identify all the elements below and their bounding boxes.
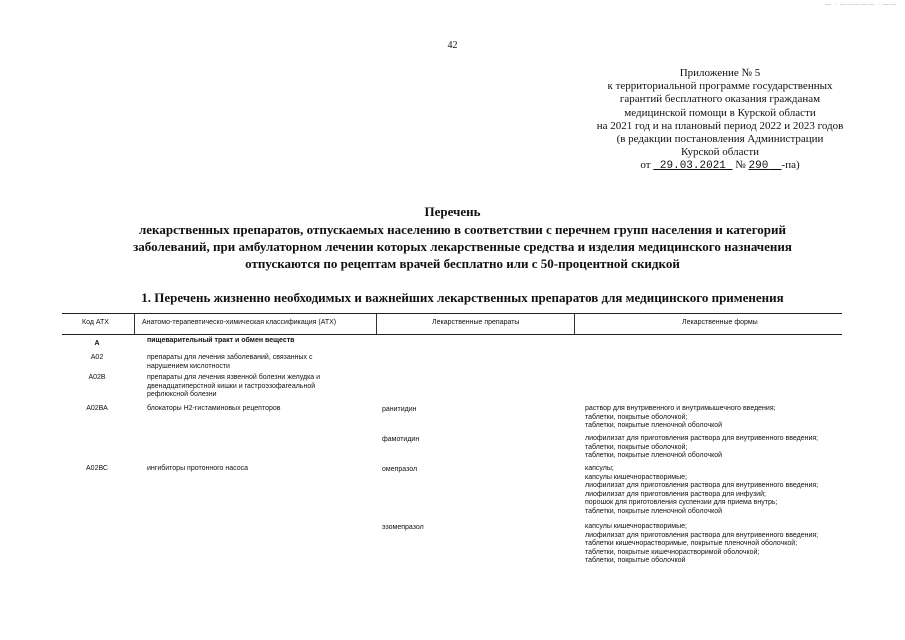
- dosage-form: порошок для приготовления суспензии для приема внутрь;: [585, 499, 778, 507]
- dosage-form: таблетки, покрытые пленочной оболочкой: [585, 452, 723, 460]
- drug-name: омепразол: [382, 466, 418, 473]
- document-title: Перечень: [424, 204, 481, 219]
- column-divider: [376, 314, 377, 334]
- atc-classification: двенадцатиперстной кишки и гастроэзофагеальной: [147, 382, 316, 390]
- header-classification: Анатомо-терапевтическо-химическая классификация (АТХ): [142, 319, 337, 326]
- atc-classification: препараты для лечения заболеваний, связанных с: [147, 354, 313, 361]
- dosage-form: капсулы;: [585, 465, 614, 472]
- number-prefix: №: [735, 159, 746, 172]
- atc-classification: рефлюксной болезни: [147, 391, 217, 399]
- number-suffix: -па): [781, 159, 800, 172]
- dosage-form: таблетки, покрытые оболочкой;: [585, 413, 688, 421]
- atc-classification: нарушением кислотности: [147, 362, 230, 370]
- subtitle-line: лекарственных препаратов, отпускаемых населению в соответствии с перечнем групп населения и категорий: [138, 222, 786, 237]
- atc-classification: пищеварительный тракт и обмен веществ: [147, 337, 295, 344]
- date-prefix: от: [640, 159, 651, 172]
- dosage-form: лиофилизат для приготовления раствора для внутривенного введения;: [585, 482, 819, 490]
- appendix-line: гарантий бесплатного оказания гражданам: [619, 93, 821, 106]
- appendix-line: (в редакции постановления Администрации: [616, 133, 824, 146]
- appendix-header: [520, 67, 905, 174]
- dosage-form: лиофилизат для приготовления раствора для инфузий;: [585, 490, 766, 498]
- subtitle-line: заболеваний, при амбулаторном лечении которых лекарственные средства и изделия медицинского назначения: [133, 239, 792, 254]
- appendix-line: медицинской помощи в Курской области: [624, 106, 816, 119]
- dosage-form: капсулы кишечнорастворимые;: [585, 523, 687, 530]
- atc-classification: ингибиторы протонного насоса: [147, 465, 248, 472]
- appendix-line: Приложение № 5: [679, 67, 761, 79]
- column-divider: [134, 314, 135, 334]
- dosage-form: капсулы кишечнорастворимые;: [585, 473, 687, 481]
- atc-code: А02ВА: [86, 405, 108, 412]
- atc-classification: блокаторы Н2-гистаминовых рецепторов: [147, 405, 281, 412]
- dosage-form: таблетки, покрытые кишечнорастворимой оболочкой;: [585, 548, 760, 556]
- header-drugs: Лекарственные препараты: [432, 319, 520, 326]
- header-code: Код АТХ: [82, 319, 109, 326]
- atc-code: А02ВС: [86, 465, 108, 472]
- page-number: 42: [447, 40, 458, 51]
- decree-number: 290: [748, 160, 769, 173]
- column-divider: [574, 314, 575, 334]
- dosage-form: раствор для внутривенного и внутримышечного введения;: [585, 405, 776, 412]
- drug-name: эзомепразол: [382, 524, 424, 531]
- appendix-line: Курской области: [680, 146, 760, 159]
- atc-code: А02: [90, 354, 104, 361]
- table-header: [62, 313, 842, 335]
- atc-classification: препараты для лечения язвенной болезни желудка и: [147, 374, 321, 381]
- section-title: 1. Перечень жизненно необходимых и важнейших лекарственных препаратов для медицинского применения: [141, 290, 784, 305]
- dosage-form: лиофилизат для приготовления раствора для внутривенного введения;: [585, 531, 819, 539]
- dosage-form: таблетки, покрытые пленочной оболочкой: [585, 508, 723, 515]
- drug-name: ранитидин: [382, 406, 417, 413]
- subtitle-line: отпускаются по рецептам врачей бесплатно или с 50-процентной скидкой: [245, 256, 680, 271]
- appendix-line: к территориальной программе государственных: [607, 80, 833, 93]
- atc-code: А: [94, 340, 100, 347]
- atc-code: А02В: [88, 374, 106, 381]
- appendix-line: на 2021 год и на плановый период 2022 и 2023 годов: [596, 119, 844, 132]
- dosage-form: таблетки, покрытые оболочкой: [585, 557, 686, 565]
- document-subtitle: [40, 221, 885, 272]
- dosage-form: лиофилизат для приготовления раствора для внутривенного введения;: [585, 435, 819, 442]
- dosage-form: таблетки, покрытые оболочкой;: [585, 443, 688, 451]
- decree-date: 29.03.2021: [659, 160, 726, 173]
- drug-name: фамотидин: [382, 436, 420, 443]
- appendix-date-line: [520, 159, 905, 173]
- dosage-form: таблетки кишечнорастворимые, покрытые пленочной оболочкой;: [585, 540, 798, 548]
- header-forms: Лекарственные формы: [682, 319, 758, 326]
- scan-mark: — · ————— · ——: [825, 2, 897, 8]
- dosage-form: таблетки, покрытые пленочной оболочкой: [585, 422, 723, 430]
